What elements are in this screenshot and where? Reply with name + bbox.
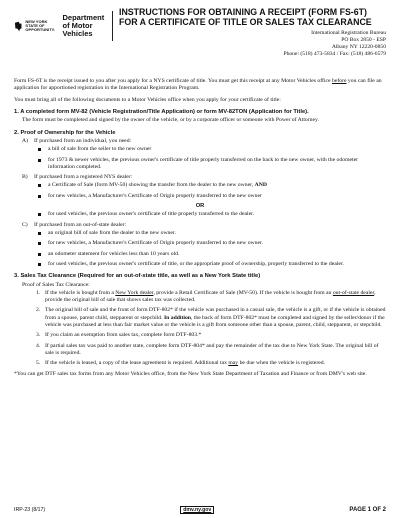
- numbered-item: 1. If the vehicle is bought from a New York dealer, provide a Retail Certificate of Sale (MV-50). If the vehicle is bought from an out-of-state dealer, provide the original bill of sale that shows sales tax was collected.: [36, 289, 376, 304]
- numbered-item: 3. If you claim an exemption from sales tax, complete form DTF-803.*: [36, 332, 202, 339]
- section-3-subheading: Proof of Sales Tax Clearance:: [22, 281, 90, 288]
- list-item: for new vehicles, a Manufacturer's Certificate of Origin properly transferred to the new owner.: [14, 240, 386, 247]
- list-item: for 1973 & newer vehicles, the previous owner's certificate of title properly transferred on the back to the new owner, with the odometer information completed.: [14, 157, 386, 172]
- section-1-text: The form must be completed and signed by the owner of the vehicle, or by a corporate officer or someone with Power of Attorney.: [22, 117, 319, 124]
- website-link[interactable]: dmv.ny.gov: [180, 506, 214, 514]
- ny-state-map-icon: [14, 15, 22, 37]
- list-item: an original bill of sale from the dealer to the new owner.: [14, 230, 386, 237]
- subsection-a: A) If purchased from an individual, you need:: [22, 138, 132, 144]
- doc-title-line1: INSTRUCTIONS FOR OBTAINING A RECEIPT (FORM FS-6T): [119, 7, 367, 17]
- or-separator: OR: [195, 203, 205, 210]
- numbered-item: 2. The original bill of sale and the front of form DTF-802* if the vehicle was purchased in a casual sale, the vehicle is a gift, or if the vehicle is obtained from a spouse, parent child, stepparent or stepchild. In addition, the back of form DTF-802* must be completed and signed by the seller/donor if the vehicle was purchased at less than fair market value or the vehicle is a gift from someone other than a spouse, parent, child, stepparent, or stepchild.: [36, 307, 386, 329]
- list-item: a bill of sale from the seller to the new owner: [14, 146, 386, 153]
- logo-dept-name: Department of Motor Vehicles: [62, 13, 105, 38]
- section-1-heading: 1. A completed form MV-82 (Vehicle Registration/Title Application) or form MV-82TON (Application for Title).: [14, 108, 309, 115]
- form-number: IRP-23 (8/17): [14, 507, 46, 513]
- list-item: a Certificate of Sale (form MV-50) showing the transfer from the dealer to the new owner, AND: [14, 182, 386, 189]
- page-number: PAGE 1 OF 2: [349, 507, 386, 513]
- list-item: for used vehicles, the previous owner's certificate of title properly transferred to the dealer.: [14, 211, 386, 218]
- address-line: International Registration Bureau: [311, 29, 386, 36]
- footnote: *You can get DTF sales tax forms from any Motor Vehicles office, from the New York State Department of Taxation and Finance or from DMV's web site.: [14, 370, 367, 377]
- list-item: for new vehicles, a Manufacturer's Certificate of Origin properly transferred to the new owner: [14, 193, 386, 200]
- intro-paragraph: Form FS-6T is the receipt issued to you after you apply for a NYS certificate of title. You must get this receipt at any Motor Vehicles office before you can file an application for apportioned registration in the International Registration Program.: [14, 78, 382, 92]
- list-item: an odometer statement for vehicles less than 10 years old.: [14, 251, 386, 258]
- bureau-address: [119, 30, 386, 58]
- address-line: PO Box 2850 - ESP: [341, 36, 386, 43]
- numbered-item: 4. If partial sales tax was paid to another state, complete form DTF-804* and pay the remainder of the tax due to New York State. The original bill of sale is required.: [36, 342, 379, 356]
- address-line: Albany NY 12220-0850: [331, 43, 386, 50]
- document-body: [14, 78, 386, 378]
- address-line: Phone: (518) 473-5834 / Fax: (518) 486-6579: [283, 50, 386, 57]
- header: [14, 8, 386, 78]
- dmv-logo: [14, 11, 113, 41]
- subsection-b: B) If purchased from a registered NYS dealer:: [22, 174, 133, 181]
- intro-requirements: You must bring all of the following documents to a Motor Vehicles office when you apply for your certificate of title:: [14, 96, 281, 103]
- section-3-heading: 3. Sales Tax Clearance (Required for an out-of-state title, as well as a New York State title): [14, 273, 261, 280]
- page-footer: [14, 506, 386, 514]
- doc-title-line2: FOR A CERTIFICATE OF TITLE OR SALES TAX CLEARANCE: [119, 16, 372, 27]
- subsection-c: C) If purchased from an out-of-state dealer:: [22, 221, 127, 228]
- numbered-item: 5. If the vehicle is leased, a copy of the lease agreement is required. Additional tax may be due when the vehicle is registered.: [36, 360, 326, 367]
- section-2-heading: 2. Proof of Ownership for the Vehicle: [14, 129, 116, 136]
- logo-small-text: NEW YORK STATE OF OPPORTUNITY.: [25, 18, 55, 33]
- list-item: for used vehicles, the previous owner's certificate of title, or the appropriate proof of ownership, properly transferred to the dealer.: [14, 261, 386, 268]
